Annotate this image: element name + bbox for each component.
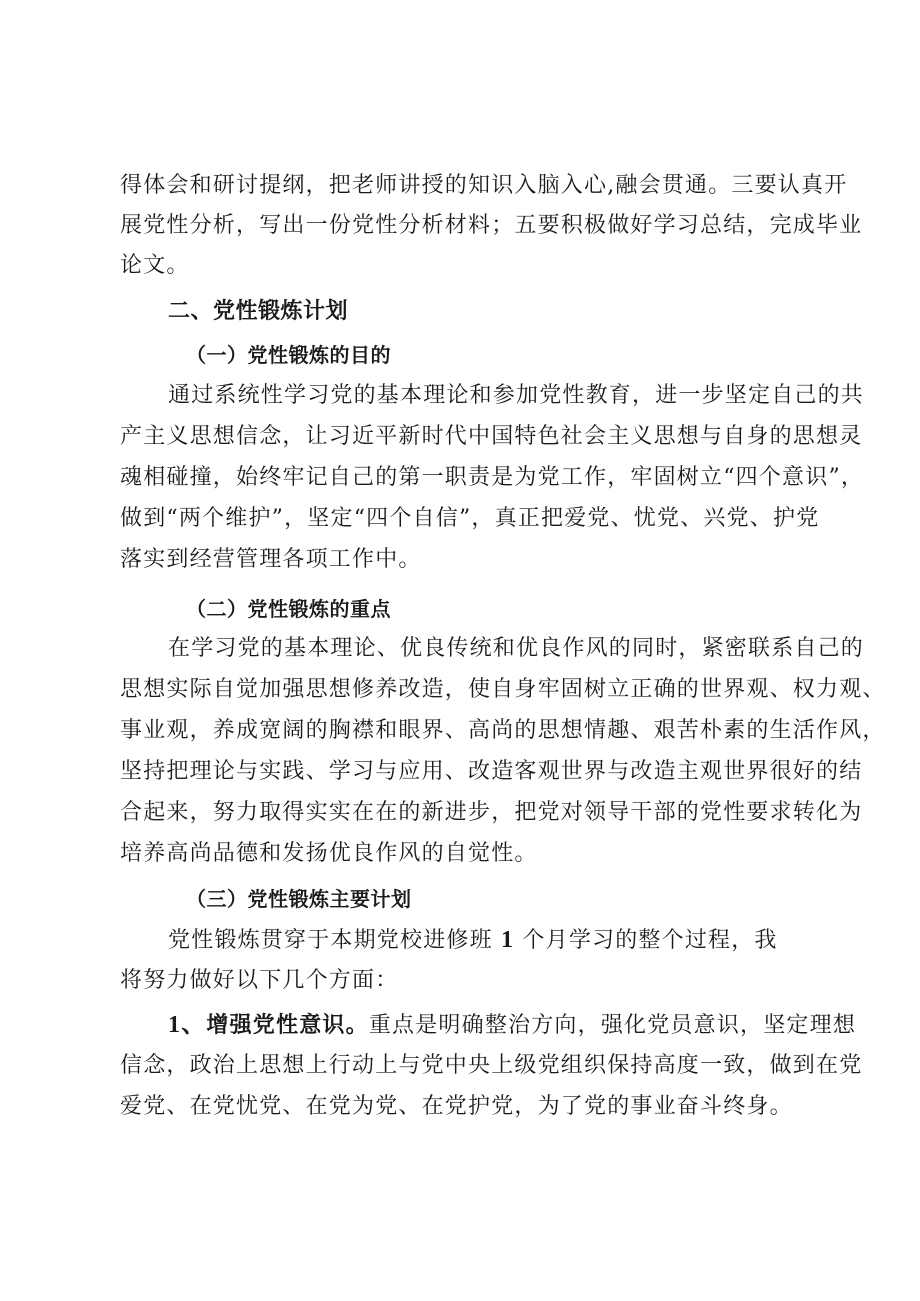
paragraph-line: 产主义思想信念，让习近平新时代中国特色社会主义思想与自身的思想灵 [120,424,863,449]
paragraph-line [168,925,778,956]
paragraph-line: 论文。 [120,253,190,278]
paragraph-line: 做到“两个维护”，坚定“四个自信”，真正把爱党、忧党、兴党、护党 [120,506,820,531]
paragraph-line: 将努力做好以下几个方面： [120,968,399,993]
paragraph-text: 党性锻炼贯穿于本期党校进修班 [168,928,493,953]
section-heading: 二、党性锻炼计划 [168,299,349,324]
subsection-heading-plan: （三）党性锻炼主要计划 [186,887,412,911]
paragraph-text: 个月学习的整个过程，我 [522,928,778,953]
subsection-heading-purpose: （一）党性锻炼的目的 [186,343,391,367]
list-item-text: 重点是明确整治方向，强化党员意识，坚定理想 [368,1013,857,1038]
paragraph-line: 爱党、在党忧党、在党为党、在党护党，为了党的事业奋斗终身。 [120,1094,793,1119]
paragraph-line: 在学习党的基本理论、优良传统和优良作风的同时，紧密联系自己的 [168,636,865,661]
paragraph-line: 合起来，努力取得实实在在的新进步，把党对领导干部的党性要求转化为 [120,800,863,825]
list-item-title: 增强党性意识。 [206,1013,369,1038]
paragraph-line: 通过系统性学习党的基本理论和参加党性教育，进一步坚定自己的共 [168,383,865,408]
list-item-1 [168,1010,856,1041]
paragraph-line: 得体会和研讨提纲，把老师讲授的知识入脑入心,融会贯通。三要认真开 [120,173,848,198]
subsection-heading-focus: （二）党性锻炼的重点 [186,597,391,621]
paragraph-line: 信念，政治上思想上行动上与党中央上级党组织保持高度一致，做到在党 [120,1053,863,1078]
paragraph-line: 培养高尚品德和发扬优良作风的自觉性。 [120,841,538,866]
paragraph-line: 坚持把理论与实践、学习与应用、改造客观世界与改造主观世界很好的结 [120,759,863,784]
paragraph-line: 展党性分析，写出一份党性分析材料；五要积极做好学习总结，完成毕业 [120,213,863,238]
list-item-number: 1、 [168,1012,207,1038]
paragraph-line: 思想实际自觉加强思想修养改造，使自身牢固树立正确的世界观、权力观、 [120,677,886,702]
paragraph-line: 落实到经营管理各项工作中。 [120,547,422,572]
paragraph-line: 事业观，养成宽阔的胸襟和眼界、高尚的思想情趣、艰苦朴素的生活作风， [120,718,886,743]
number-text: 1 [501,927,515,953]
paragraph-line: 魂相碰撞，始终牢记自己的第一职责是为党工作，牢固树立“四个意识”， [120,465,865,490]
